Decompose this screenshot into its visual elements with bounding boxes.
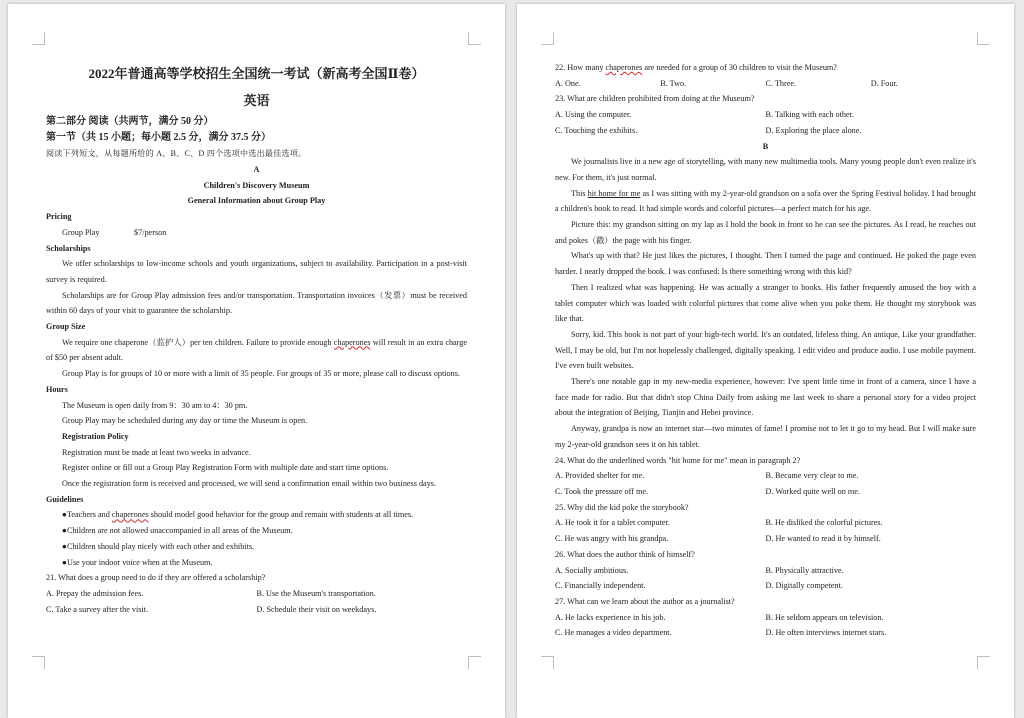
page-corner-mark — [541, 32, 554, 45]
page-corner-mark — [541, 656, 554, 669]
option-b: B. Physically attractive. — [765, 565, 844, 575]
question-options — [555, 515, 976, 531]
page-content-right — [555, 60, 976, 641]
pricing-value: $7/person — [134, 227, 167, 237]
text-span: We require one chaperone（监护人）per ten children. Failure to provide enough — [62, 337, 334, 347]
spellcheck-word: chaperones — [605, 63, 643, 72]
option-d: D. Four. — [870, 78, 898, 88]
passage-paragraph: What's up with that? He just likes the pictures, I thought. Then I turned the page and continued. He poked the page even harder. I nearly dropped the book. I was confused: Is there something wrong with this kid? — [555, 251, 976, 277]
text-span: will result in an extra charge of $50 per absent adult. — [46, 337, 467, 363]
spellcheck-word: chaperones — [111, 510, 149, 520]
passage-paragraph: Then I realized what was happening. He was actually a stranger to books. His father frequently amused the boy with a tablet computer which was loaded with colorful pictures that come alive when you poke them. He thought my storybook was like that. — [555, 282, 976, 324]
question-options — [555, 123, 976, 139]
option-b: B. He disliked the colorful pictures. — [765, 518, 883, 528]
option-c: C. He was angry with his grandpa. — [555, 534, 669, 544]
passage-paragraph: We journalists live in a new age of storytelling, with many new multimedia tools. Many young people don't even realize it's new. For them, it's just normal. — [555, 157, 976, 182]
option-d: D. Schedule their visit on weekdays. — [256, 604, 377, 614]
option-a: A. Prepay the admission fees. — [46, 588, 144, 598]
document-page-right — [517, 4, 1014, 718]
exam-subject: 英语 — [243, 93, 270, 108]
passage-title: Children's Discovery Museum — [203, 180, 310, 190]
hours-line: Group Play may be scheduled during any day or time the Museum is open. — [62, 416, 308, 426]
text-span: should model good behavior for the group and remain with students at all times. — [148, 510, 414, 520]
hours-line: The Museum is open daily from 9：30 am to 4：30 pm. — [62, 400, 248, 410]
page-content-left — [46, 60, 467, 617]
passage-paragraph: Picture this: my grandson sitting on my lap as I hold the book in front so he can see the pictures. As I read, he reaches out and pokes（戳）the page with his finger. — [555, 220, 976, 245]
scholarships-paragraph: Scholarships are for Group Play admission fees and/or transportation. Transportation invoices（发票）must be received within 60 days of your visit to guarantee the scholarship. — [46, 290, 467, 316]
option-b: B. Use the Museum's transportation. — [256, 588, 376, 598]
question-24: 24. What do the underlined words "hit home for me" mean in paragraph 2? — [555, 455, 801, 465]
question-options — [555, 563, 976, 579]
text-span: 22. How many — [555, 63, 606, 72]
option-d: D. Digitally competent. — [765, 581, 843, 591]
question-options — [555, 625, 976, 641]
registration-line: Once the registration form is received and processed, we will send a confirmation email within two business days. — [62, 479, 437, 489]
pricing-row — [46, 225, 467, 241]
option-c: C. Take a survey after the visit. — [46, 604, 149, 614]
group-size-paragraph: Group Play is for groups of 10 or more with a limit of 35 people. For groups of 35 or more, please call to discuss options. — [62, 369, 460, 379]
hours-heading: Hours — [46, 384, 68, 394]
question-26: 26. What does the author think of himself? — [555, 549, 695, 559]
option-c: C. Financially independent. — [555, 581, 646, 591]
registration-line: Register online or fill out a Group Play Registration Form with multiple date and start time options. — [62, 463, 389, 473]
option-a: A. Provided shelter for me. — [555, 471, 645, 481]
instruction-text: 阅读下列短文，从每题所给的 A、B、C、D 四个选项中选出最佳选项。 — [46, 149, 307, 158]
passage-paragraph: Anyway, grandpa is now an internet star—two minutes of fame! I promise not to let it go to my head. But I will make sure my 2-year-old grandson sees it on his tablet. — [555, 424, 976, 449]
question-options — [46, 602, 467, 618]
registration-line: Registration must be made at least two weeks in advance. — [62, 447, 251, 457]
question-options — [555, 76, 976, 92]
page-corner-mark — [32, 656, 45, 669]
question-23: 23. What are children prohibited from doing at the Museum? — [555, 94, 755, 104]
document-page-left — [8, 4, 505, 718]
guideline-item: ●Children should play nicely with each other and exhibits. — [62, 541, 255, 551]
option-b: B. Two. — [660, 78, 687, 88]
page-corner-mark — [32, 32, 45, 45]
option-a: A. Socially ambitious. — [555, 565, 629, 575]
option-d: D. Exploring the place alone. — [765, 125, 862, 135]
text-span: as I was sitting with my 2-year-old grandson on a sofa over the Spring Festival holiday. I had brought a children's book to read. It had simple words and colorful pictures—a perfect match for his age. — [555, 188, 976, 214]
guideline-item: ●Children are not allowed unaccompanied in all areas of the Museum. — [62, 526, 293, 536]
pricing-heading: Pricing — [46, 212, 72, 222]
pricing-item: Group Play — [62, 227, 100, 237]
option-d: D. He often interviews internet stars. — [765, 628, 887, 638]
page-corner-mark — [977, 656, 990, 669]
question-options — [555, 610, 976, 626]
option-c: C. Took the pressure off me. — [555, 486, 649, 496]
page-corner-mark — [468, 656, 481, 669]
section-heading: 第一节（共 15 小题；每小题 2.5 分，满分 37.5 分） — [46, 132, 271, 143]
passage-letter: A — [253, 165, 260, 174]
passage-letter: B — [762, 141, 769, 151]
passage-subtitle: General Information about Group Play — [187, 196, 326, 206]
question-options — [555, 468, 976, 484]
registration-heading: Registration Policy — [62, 431, 129, 441]
text-span: are needed for a group of 30 children to visit the Museum? — [642, 63, 837, 72]
option-a: A. He took it for a tablet computer. — [555, 518, 670, 528]
scholarships-heading: Scholarships — [46, 243, 91, 253]
question-options — [46, 586, 467, 602]
text-span: This — [571, 188, 588, 198]
question-25: 25. Why did the kid poke the storybook? — [555, 502, 689, 512]
exam-title: 2022年普通高等学校招生全国统一考试（新高考全国Ⅱ卷） — [88, 66, 425, 81]
scholarships-paragraph: We offer scholarships to low-income schools and youth organizations, subject to availability. Participation in a post-visit survey is required. — [46, 259, 467, 284]
group-size-heading: Group Size — [46, 322, 86, 332]
group-size-paragraph — [46, 335, 467, 366]
option-b: B. Became very clear to me. — [765, 471, 859, 481]
spellcheck-word: chaperones — [333, 337, 371, 347]
question-options — [555, 578, 976, 594]
option-c: C. He manages a video department. — [555, 628, 672, 638]
passage-paragraph: Sorry, kid. This book is not part of your high-tech world. It's an outdated, lifeless thing. An antique, Like your grandfather. Well, I may be old, but I'm not hopelessly challenged, digitally speaking. I edit video and produce audio. I use mobile payment. I've even built websites. — [555, 329, 976, 371]
passage-paragraph — [555, 186, 976, 217]
option-b: B. Talking with each other. — [765, 110, 854, 120]
option-a: A. One. — [555, 78, 581, 88]
question-options — [555, 484, 976, 500]
underlined-phrase: hit home for me — [587, 188, 641, 198]
question-options — [555, 107, 976, 123]
text-span: ●Teachers and — [62, 510, 112, 520]
guideline-item: ●Use your indoor voice when at the Museum. — [62, 557, 213, 567]
option-a: A. He lacks experience in his job. — [555, 612, 666, 622]
question-22 — [555, 60, 976, 76]
option-c: C. Three. — [765, 78, 797, 88]
part-heading: 第二部分 阅读（共两节，满分 50 分） — [46, 116, 214, 127]
option-d: D. He wanted to read it by himself. — [765, 534, 881, 544]
option-a: A. Using the computer. — [555, 110, 632, 120]
guidelines-heading: Guidelines — [46, 494, 84, 504]
passage-paragraph: There's one notable gap in my new-media experience, however: I've spent little time in front of a camera, since I have a face made for radio. But that didn't stop China Daily from asking me last week to share a personal story for a video project about the integration of Beijing, Tianjin and Hebei province. — [555, 377, 976, 418]
option-c: C. Touching the exhibits. — [555, 125, 638, 135]
option-d: D. Worked quite well on me. — [765, 486, 860, 496]
page-corner-mark — [977, 32, 990, 45]
page-corner-mark — [468, 32, 481, 45]
guideline-item — [46, 507, 467, 523]
option-b: B. He seldom appears on television. — [765, 612, 884, 622]
question-27: 27. What can we learn about the author as a journalist? — [555, 596, 735, 606]
question-21: 21. What does a group need to do if they are offered a scholarship? — [46, 573, 266, 583]
question-options — [555, 531, 976, 547]
